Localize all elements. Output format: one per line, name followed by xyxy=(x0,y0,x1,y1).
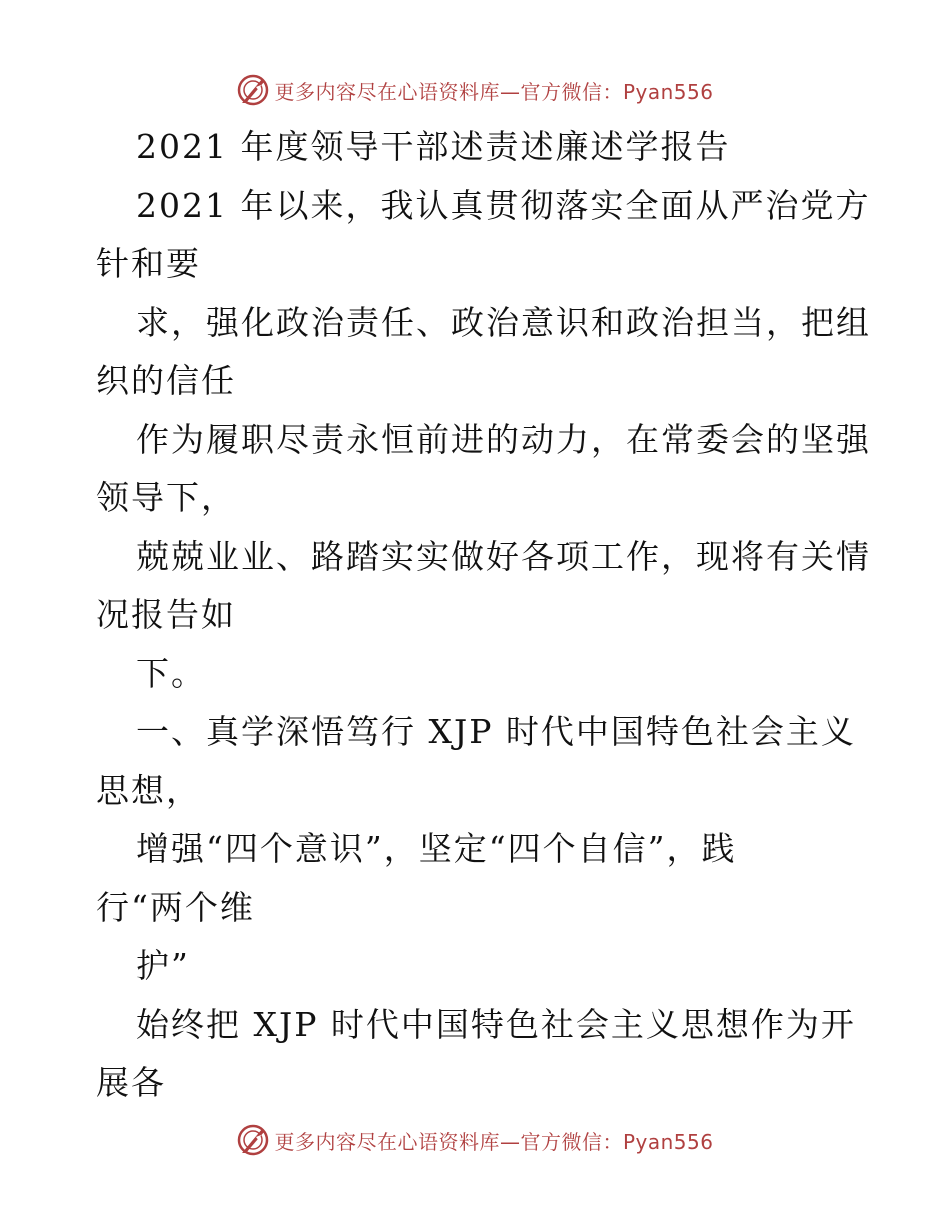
section-heading-line: 思想， xyxy=(96,770,201,810)
paragraph-line: 织的信任 xyxy=(96,361,236,400)
document-body xyxy=(96,118,871,1113)
paragraph-line: 领导下， xyxy=(96,478,236,517)
document-title: 2021 年度领导干部述责述廉述学报告 xyxy=(136,127,731,166)
feather-pen-logo-icon xyxy=(236,73,270,107)
paragraph-line: 求，强化政治责任、政治意识和政治担当，把组 xyxy=(136,302,871,342)
paragraph-line: 增强“四个意识”，坚定“四个自信”，践 xyxy=(136,829,737,868)
footer-banner-text: 更多内容尽在心语资料库—官方微信：Pyan556 xyxy=(274,1129,714,1154)
paragraph-line: 护” xyxy=(136,946,190,985)
header-banner xyxy=(0,70,950,110)
footer-banner xyxy=(0,1120,950,1160)
paragraph-line: 展各 xyxy=(96,1063,166,1102)
paragraph-line: 2021 年以来，我认真贯彻落实全面从严治党方 xyxy=(136,185,871,225)
paragraph-line: 兢兢业业、路踏实实做好各项工作，现将有关情 xyxy=(136,536,871,576)
paragraph-line: 行“两个维 xyxy=(96,887,255,927)
header-banner-text: 更多内容尽在心语资料库—官方微信：Pyan556 xyxy=(274,79,714,104)
paragraph-line: 针和要 xyxy=(96,244,201,283)
feather-pen-logo-icon xyxy=(236,1123,270,1157)
paragraph-line: 下。 xyxy=(136,653,206,693)
paragraph-line: 况报告如 xyxy=(96,595,236,634)
section-heading-line: 一、真学深悟笃行 XJP 时代中国特色社会主义 xyxy=(136,712,856,751)
paragraph-line: 作为履职尽责永恒前进的动力，在常委会的坚强 xyxy=(136,419,871,459)
paragraph-line: 始终把 XJP 时代中国特色社会主义思想作为开 xyxy=(136,1004,856,1044)
